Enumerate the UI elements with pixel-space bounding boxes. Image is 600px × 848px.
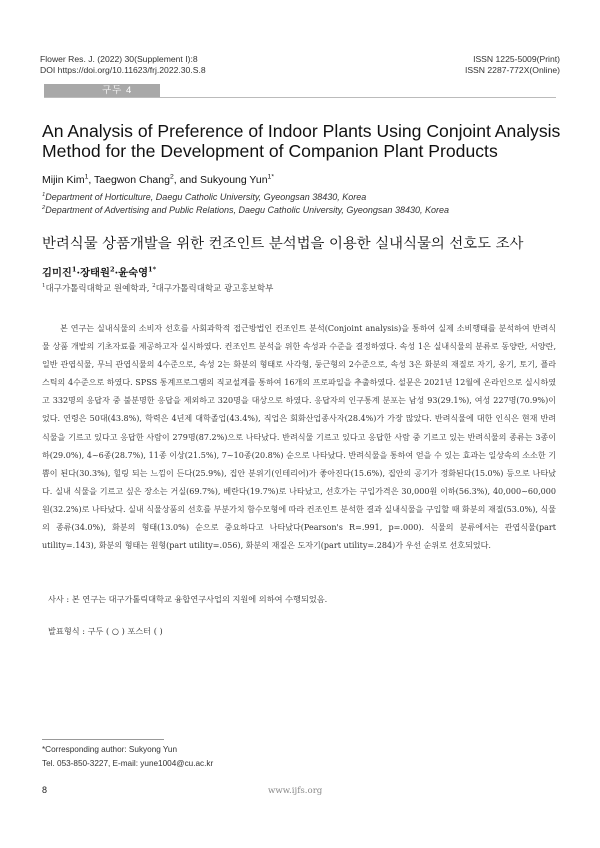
korean-affil-1: 대구가톨릭대학교 원예학과, (45, 284, 153, 294)
contact-info: Tel. 053-850-3227, E-mail: yune1004@cu.ac.kr (42, 759, 214, 768)
author-1-sup: 1 (84, 173, 89, 181)
journal-header (40, 54, 206, 76)
author-2: , Taegwon Chang (88, 174, 170, 186)
abstract-body: 본 연구는 실내식물의 소비자 선호를 사회과학적 접근방법인 컨조인트 분석(Conjoint analysis)을 통하여 실제 소비행태를 분석하여 반려식물 상품 개발의 기초자료를 제공하고자 실시하였다. 컨조인트 분석을 위한 속성과 수준을 결정하였다. 속성 1은 실내식물의 분류로 동양란, 서양란, 일반 관엽식물, 무늬 관엽식물의 4수준으로, 속성 2는 화분의 형태로 사각형, 둥근형의 2수준으로, 속성 3은 화분의 재질로 자기, 옹기, 토기, 플라스틱의 4수준으로 하였다. SPSS 통계프로그램의 직교설계를 통하여 16개의 프로파일을 추출하였다. 설문은 2021년 12월에 온라인으로 실시하였고 332명의 응답자 중 불분명한 응답을 제외하고 320명을 대상으로 하였다. 응답자의 인구통계 분포는 남성 93(29.1%), 여성 227명(70.9%)이었다. 연령은 50대(43.8%), 학력은 4년제 대학졸업(43.4%), 직업은 회화산업종사자(28.4%)가 가장 많았다. 반려식물에 대한 인식은 현재 반려식물을 기르고 있다고 응답한 사람이 279명(87.2%)으로 나타났다. 반려식물 기르고 있다고 응답한 사람 중 기르고 있는 반려식물의 종류는 3종이하(29.0%), 4~6종(28.7%), 11종 이상(21.5%), 7~10종(20.8%) 순으로 나타났다. 반려식물을 통하여 얻을 수 있는 효과는 일상속의 소소한 기쁨이 된다(30.3%), 힐링 되는 느낌이 든다(25.9%), 집안 분위기(인테리어)가 좋아진다(15.6%), 집안의 공기가 정화된다(15.0%) 등으로 나타났다. 실내 식물을 기르고 싶은 장소는 거실(69.7%), 베란다(19.7%)로 나타났고, 선호가는 구입가격은 30,000원 이하(56.3%), 40,000~60,000원(32.2%)로 나타났다. 실내 식물상품의 선호를 부분가치 함수모형에 따라 컨조인트 분석한 결과 실내식물을 구입할 때 화분의 재질(53.0%), 식물의 종류(34.0%), 화분의 형태(13.0%) 순으로 중요하다고 나타났다(Pearson's R=.991, p=.000). 식물의 분류에서는 관엽식물(part utility=.143), 화분의 형태는 원형(part utility=.056), 화분의 재질은 도자기(part utility=.284)가 우선 순위로 선호되었다. (42, 324, 556, 551)
affiliation-1-text: Department of Horticulture, Daegu Catholic University, Gyeongsan 38430, Korea (45, 192, 367, 202)
corresponding-author: *Corresponding author: Sukyong Yun (42, 745, 178, 754)
korean-author-2: ·장태원 (76, 267, 110, 279)
korean-author-1-sup: 1 (71, 265, 77, 274)
footnote-divider (42, 739, 164, 740)
korean-affil-1-sup: 1 (42, 283, 46, 290)
issn-print: ISSN 1225-5009(Print) (473, 54, 560, 64)
author-list (42, 174, 274, 186)
author-1: Mijin Kim (42, 174, 85, 186)
tag-divider (44, 97, 556, 98)
acknowledgement: 사사 : 본 연구는 대구가톨릭대학교 융합연구사업의 지원에 의하여 수행되었음. (48, 594, 328, 604)
korean-author-1: 김미진 (42, 267, 72, 279)
page-number: 8 (42, 785, 48, 795)
journal-website[interactable]: www.ijfs.org (268, 786, 323, 796)
korean-author-3: ·윤숙영 (114, 267, 149, 279)
korean-affiliations (42, 282, 273, 294)
issn-header (465, 54, 560, 76)
affiliation-1 (42, 191, 366, 203)
session-tag-label: 구두 4 (102, 85, 133, 96)
korean-affil-2-sup: 2 (152, 283, 156, 290)
doi-line[interactable]: DOI https://doi.org/10.11623/frj.2022.30.S.8 (40, 65, 206, 75)
affiliation-2 (42, 204, 449, 216)
korean-author-2-sup: 2 (109, 265, 115, 274)
affiliation-2-text: Department of Advertising and Public Relations, Daegu Catholic University, Gyeongsan 38430, Korea (45, 205, 449, 215)
paper-title: An Analysis of Preference of Indoor Plants Using Conjoint Analysis Method for the Development of Companion Plant Products (42, 121, 561, 161)
issn-online: ISSN 2287-772X(Online) (464, 65, 560, 75)
presentation-type: 발표형식 : 구두 ( ○ ) 포스터 ( ) (48, 626, 163, 636)
korean-author-3-sup: 1* (148, 265, 157, 274)
session-tag (44, 84, 160, 98)
author-2-sup: 2 (169, 173, 174, 181)
affiliation-1-sup: 1 (42, 192, 46, 198)
journal-citation: Flower Res. J. (2022) 30(Supplement I):8 (40, 54, 198, 64)
korean-author-list (42, 264, 156, 279)
korean-title: 반려식물 상품개발을 위한 컨조인트 분석법을 이용한 실내식물의 선호도 조사 (42, 236, 524, 252)
korean-affil-2: 대구가톨릭대학교 광고홍보학부 (155, 284, 274, 294)
author-3-sup: 1* (267, 173, 274, 181)
author-3: , and Sukyoung Yun (173, 174, 268, 186)
affiliation-2-sup: 2 (42, 205, 46, 211)
